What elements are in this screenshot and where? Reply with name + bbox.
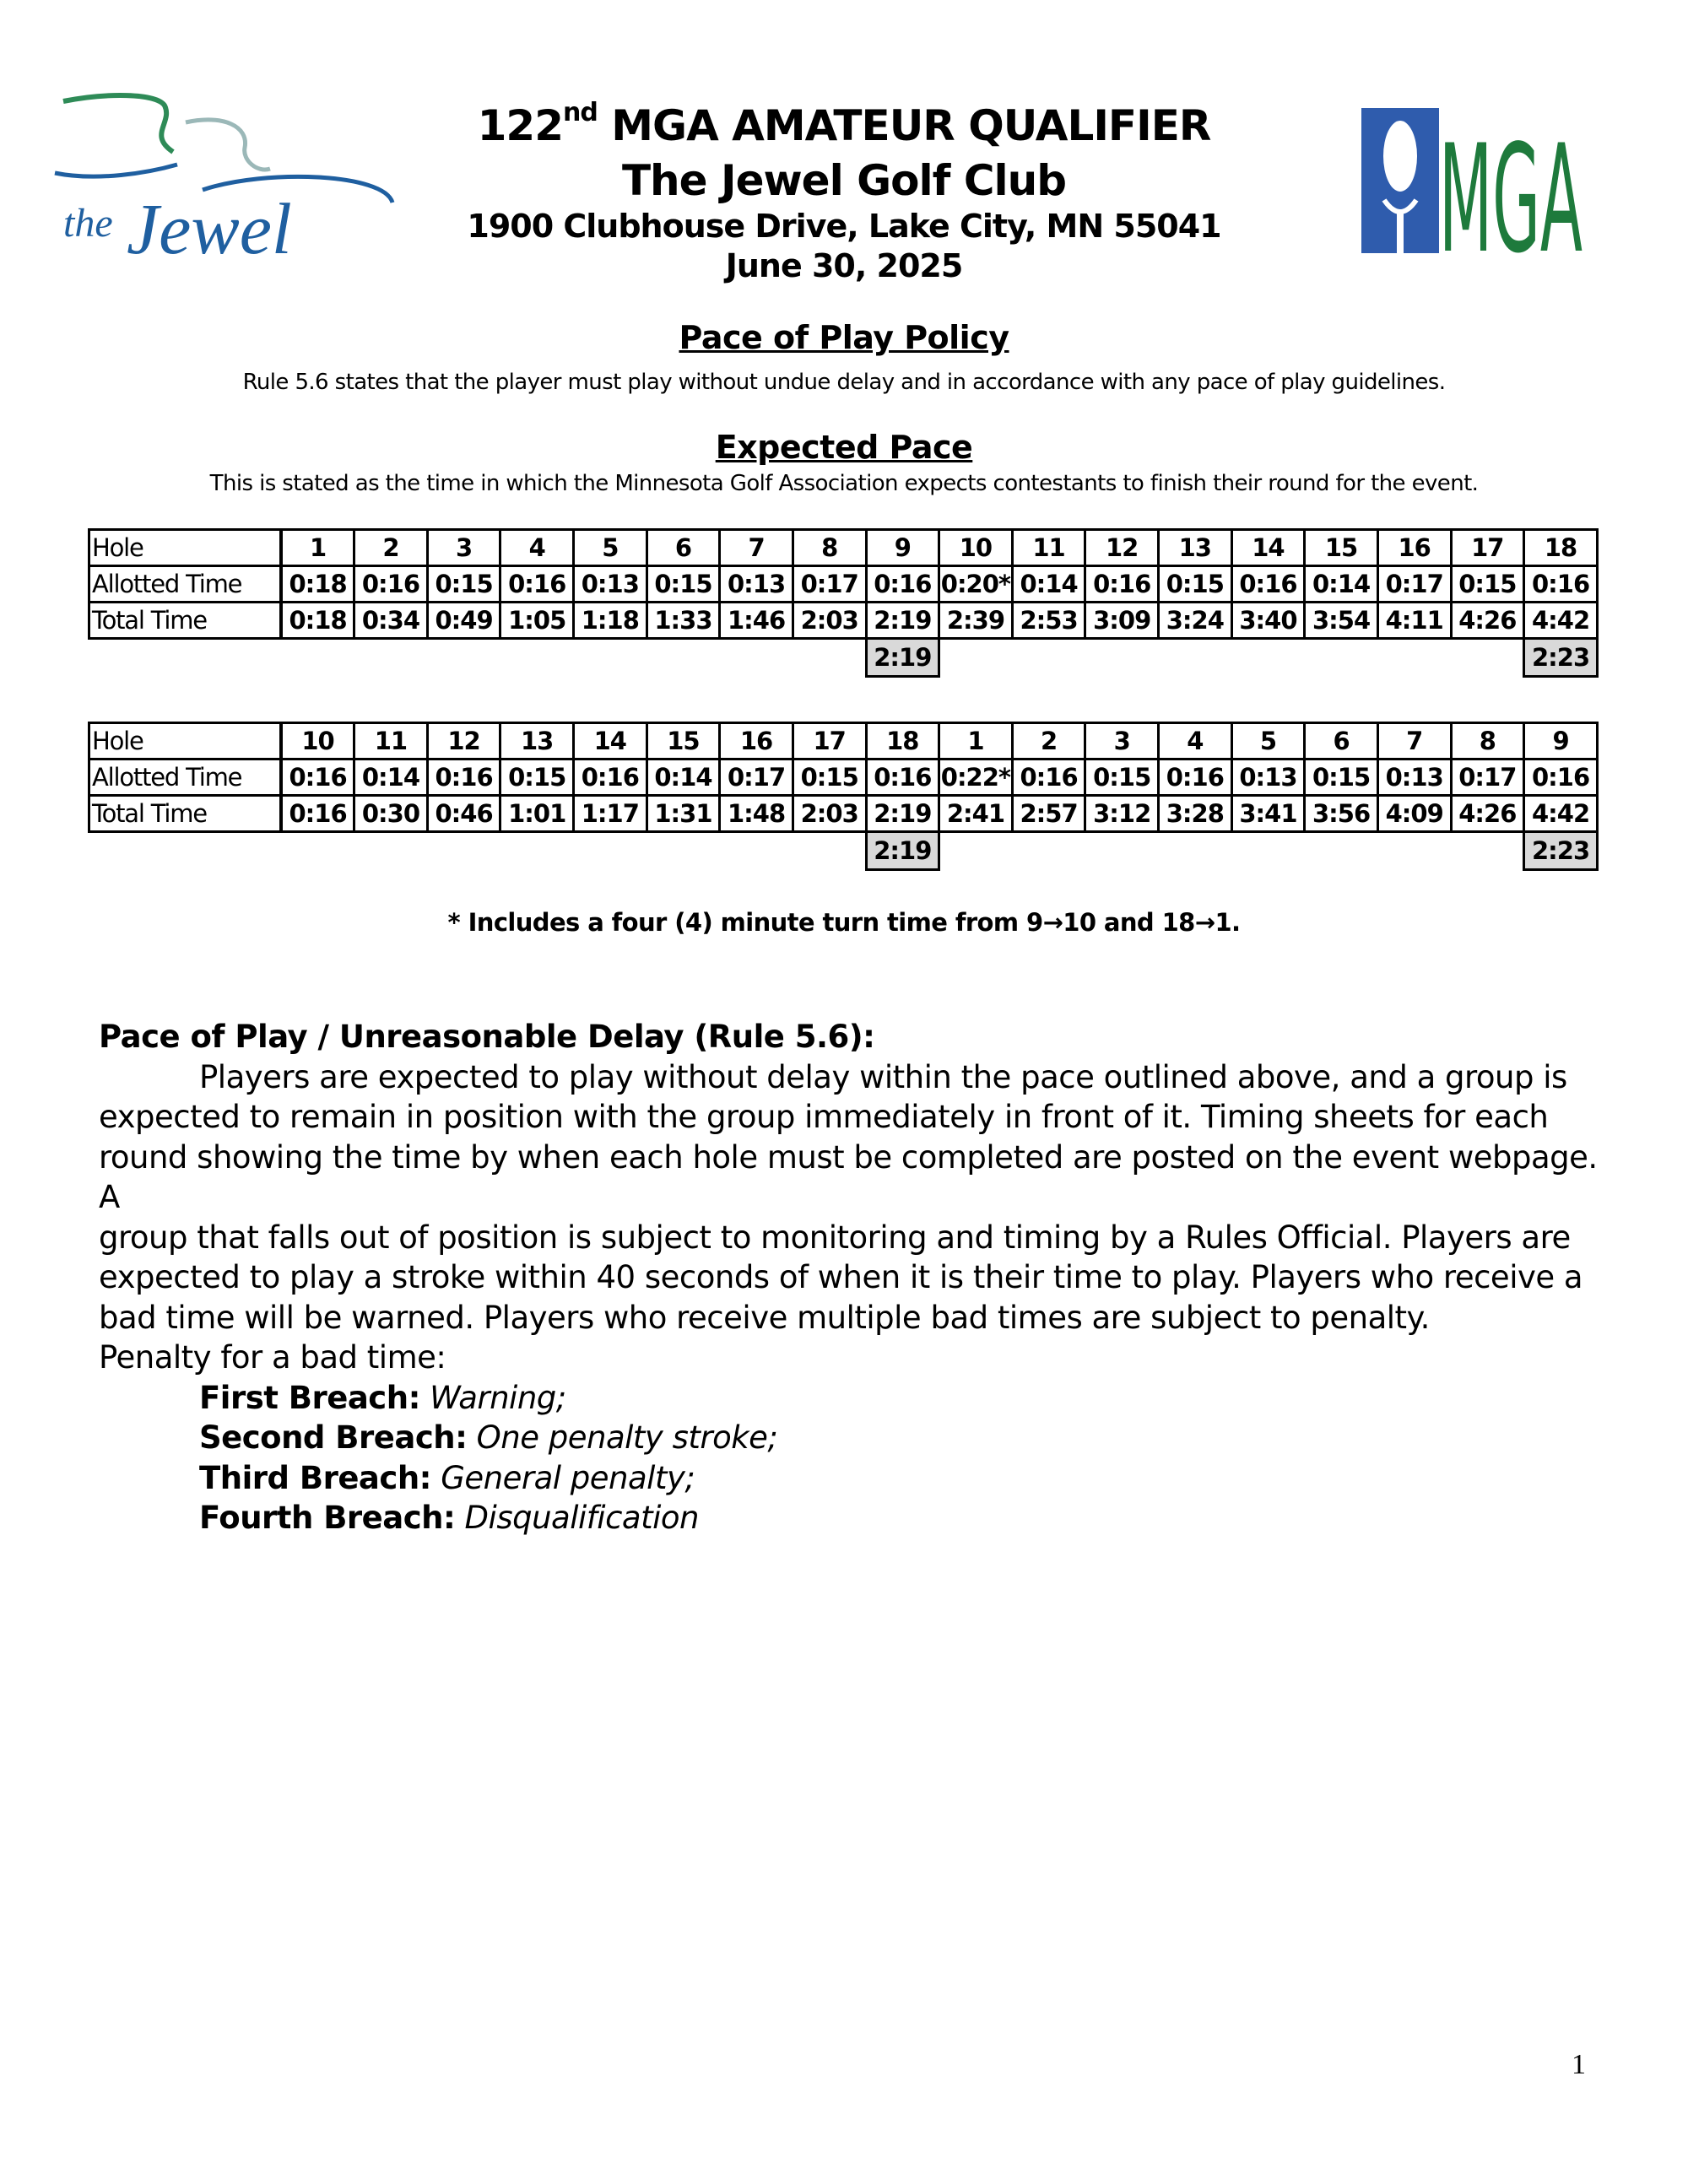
total-time-row: [89, 603, 1598, 639]
allotted-time-row: [89, 566, 1598, 603]
total-time-cell: 4:11: [1377, 603, 1451, 639]
allotted-time-cell: 0:16: [1231, 566, 1305, 603]
svg-text:the: the: [63, 201, 113, 246]
total-time-cell: 2:39: [939, 603, 1013, 639]
total-time-cell: 0:46: [427, 796, 500, 832]
empty-cell: [500, 832, 574, 870]
empty-cell: [500, 639, 574, 677]
allotted-time-cell: 0:15: [1305, 760, 1378, 796]
penalty-item: Third Breach: General penalty;: [199, 1459, 695, 1496]
total-time-cell: 1:01: [500, 796, 574, 832]
allotted-time-cell: 0:15: [1085, 760, 1159, 796]
empty-cell: [1012, 639, 1085, 677]
empty-cell: [427, 832, 500, 870]
allotted-time-cell: 0:13: [1377, 760, 1451, 796]
allotted-time-cell: 0:13: [574, 566, 647, 603]
delay-heading: Pace of Play / Unreasonable Delay (Rule 5.6):: [99, 1019, 875, 1055]
allotted-time-label: Allotted Time: [89, 566, 282, 603]
allotted-time-cell: 0:17: [1377, 566, 1451, 603]
total-time-cell: 2:03: [793, 796, 866, 832]
allotted-time-cell: 0:14: [647, 760, 720, 796]
hole-cell: 12: [1085, 530, 1159, 566]
empty-cell: [793, 639, 866, 677]
allotted-time-cell: 0:13: [1231, 760, 1305, 796]
hole-cell: 10: [939, 530, 1013, 566]
pace-table-front-start: [88, 528, 1599, 678]
svg-text:Jewel: Jewel: [127, 188, 292, 269]
empty-cell: [1085, 639, 1159, 677]
allotted-time-cell: 0:15: [793, 760, 866, 796]
page-number: 1: [1572, 2049, 1586, 2080]
allotted-time-cell: 0:17: [720, 760, 793, 796]
penalty-item: First Breach: Warning;: [199, 1379, 566, 1416]
allotted-time-row: [89, 760, 1598, 796]
total-time-cell: 1:17: [574, 796, 647, 832]
total-time-cell: 1:48: [720, 796, 793, 832]
hole-cell: 11: [354, 723, 428, 760]
empty-cell: [793, 832, 866, 870]
total-time-cell: 0:49: [427, 603, 500, 639]
hole-row: [89, 723, 1598, 760]
empty-cell: [939, 639, 1013, 677]
allotted-time-cell: 0:17: [1451, 760, 1524, 796]
total-time-cell: 2:57: [1012, 796, 1085, 832]
allotted-time-cell: 0:16: [1524, 760, 1598, 796]
total-time-cell: 4:42: [1524, 796, 1598, 832]
total-time-label: Total Time: [89, 796, 282, 832]
expected-pace-heading: Expected Pace: [715, 429, 973, 466]
empty-cell: [574, 832, 647, 870]
hole-cell: 14: [574, 723, 647, 760]
hole-cell: 2: [1012, 723, 1085, 760]
hole-cell: 1: [939, 723, 1013, 760]
total-time-cell: 0:16: [281, 796, 354, 832]
empty-cell: [89, 639, 282, 677]
allotted-time-cell: 0:16: [500, 566, 574, 603]
total-time-cell: 2:19: [866, 603, 939, 639]
penalty-item: Second Breach: One penalty stroke;: [199, 1419, 778, 1456]
hole-cell: 6: [647, 530, 720, 566]
allotted-time-cell: 0:20*: [939, 566, 1013, 603]
total-time-cell: 0:30: [354, 796, 428, 832]
delay-paragraph: [99, 1057, 1618, 1338]
hole-label: Hole: [89, 530, 282, 566]
empty-cell: [720, 639, 793, 677]
empty-cell: [1377, 639, 1451, 677]
total-time-cell: 2:41: [939, 796, 1013, 832]
penalty-item: Fourth Breach: Disqualification: [199, 1500, 699, 1536]
allotted-time-cell: 0:16: [866, 760, 939, 796]
total-time-cell: 1:31: [647, 796, 720, 832]
back-nine-subtotal: 2:23: [1524, 832, 1598, 870]
empty-cell: [1085, 832, 1159, 870]
hole-cell: 11: [1012, 530, 1085, 566]
allotted-time-cell: 0:15: [1159, 566, 1232, 603]
delay-section: [99, 1017, 1618, 1538]
allotted-time-cell: 0:14: [1012, 566, 1085, 603]
total-time-cell: 3:56: [1305, 796, 1378, 832]
delay-line: expected to remain in position with the group immediately in front of it. Timing sheets for each: [99, 1099, 1549, 1135]
total-time-cell: 1:05: [500, 603, 574, 639]
empty-cell: [1159, 832, 1232, 870]
delay-line: round showing the time by when each hole must be completed are posted on the event webpage. A: [99, 1138, 1598, 1215]
allotted-time-cell: 0:16: [1085, 566, 1159, 603]
empty-cell: [427, 639, 500, 677]
empty-cell: [354, 832, 428, 870]
allotted-time-cell: 0:15: [427, 566, 500, 603]
empty-cell: [1377, 832, 1451, 870]
hole-cell: 13: [500, 723, 574, 760]
allotted-time-cell: 0:15: [500, 760, 574, 796]
hole-cell: 15: [647, 723, 720, 760]
total-time-cell: 2:19: [866, 796, 939, 832]
total-time-cell: 4:42: [1524, 603, 1598, 639]
allotted-time-cell: 0:16: [1159, 760, 1232, 796]
hole-cell: 17: [1451, 530, 1524, 566]
club-name: The Jewel Golf Club: [621, 156, 1067, 205]
total-time-row: [89, 796, 1598, 832]
hole-row: [89, 530, 1598, 566]
hole-cell: 18: [1524, 530, 1598, 566]
total-time-cell: 0:34: [354, 603, 428, 639]
pace-table-back-start: [88, 722, 1599, 871]
nine-subtotal-row: [89, 832, 1598, 870]
hole-cell: 10: [281, 723, 354, 760]
empty-cell: [1305, 639, 1378, 677]
allotted-time-cell: 0:17: [793, 566, 866, 603]
hole-cell: 8: [793, 530, 866, 566]
empty-cell: [354, 639, 428, 677]
hole-cell: 15: [1305, 530, 1378, 566]
total-time-cell: 1:46: [720, 603, 793, 639]
turn-time-footnote: * Includes a four (4) minute turn time from 9→10 and 18→1.: [447, 908, 1241, 937]
expected-pace-text: This is stated as the time in which the Minnesota Golf Association expects contestants to finish their round for the event.: [209, 471, 1479, 496]
empty-cell: [1305, 832, 1378, 870]
hole-cell: 9: [1524, 723, 1598, 760]
total-time-cell: 1:33: [647, 603, 720, 639]
hole-cell: 5: [574, 530, 647, 566]
hole-cell: 17: [793, 723, 866, 760]
empty-cell: [647, 832, 720, 870]
empty-cell: [939, 832, 1013, 870]
delay-line: group that falls out of position is subject to monitoring and timing by a Rules Official. Players are: [99, 1219, 1571, 1256]
allotted-time-cell: 0:15: [1451, 566, 1524, 603]
empty-cell: [574, 639, 647, 677]
hole-cell: 16: [1377, 530, 1451, 566]
total-time-cell: 2:53: [1012, 603, 1085, 639]
empty-cell: [281, 832, 354, 870]
empty-cell: [1159, 639, 1232, 677]
allotted-time-cell: 0:16: [354, 566, 428, 603]
event-title: 122nd MGA AMATEUR QUALIFIER: [477, 98, 1211, 150]
hole-cell: 7: [1377, 723, 1451, 760]
total-time-cell: 2:03: [793, 603, 866, 639]
penalty-intro: Penalty for a bad time:: [99, 1339, 446, 1376]
hole-cell: 4: [500, 530, 574, 566]
hole-cell: 6: [1305, 723, 1378, 760]
front-nine-subtotal: 2:19: [866, 832, 939, 870]
allotted-time-cell: 0:16: [281, 760, 354, 796]
delay-line: bad time will be warned. Players who receive multiple bad times are subject to penalty.: [99, 1299, 1430, 1336]
total-time-cell: 3:24: [1159, 603, 1232, 639]
hole-label: Hole: [89, 723, 282, 760]
allotted-time-cell: 0:16: [1012, 760, 1085, 796]
delay-line: expected to play a stroke within 40 seconds of when it is their time to play. Players who receive a: [99, 1259, 1583, 1295]
empty-cell: [720, 832, 793, 870]
hole-cell: 4: [1159, 723, 1232, 760]
nine-subtotal-row: [89, 639, 1598, 677]
hole-cell: 9: [866, 530, 939, 566]
empty-cell: [1451, 639, 1524, 677]
total-time-label: Total Time: [89, 603, 282, 639]
hole-cell: 13: [1159, 530, 1232, 566]
total-time-cell: 3:28: [1159, 796, 1232, 832]
policy-text: Rule 5.6 states that the player must play without undue delay and in accordance with any pace of play guidelines.: [242, 370, 1446, 395]
empty-cell: [281, 639, 354, 677]
allotted-time-label: Allotted Time: [89, 760, 282, 796]
hole-cell: 12: [427, 723, 500, 760]
policy-heading: Pace of Play Policy: [679, 319, 1009, 356]
total-time-cell: 3:41: [1231, 796, 1305, 832]
hole-cell: 2: [354, 530, 428, 566]
total-time-cell: 0:18: [281, 603, 354, 639]
allotted-time-cell: 0:22*: [939, 760, 1013, 796]
svg-text:MGA: MGA: [1439, 113, 1582, 256]
total-time-cell: 1:18: [574, 603, 647, 639]
total-time-cell: 3:54: [1305, 603, 1378, 639]
delay-line: Players are expected to play without delay within the pace outlined above, and a group is: [199, 1058, 1567, 1095]
allotted-time-cell: 0:15: [647, 566, 720, 603]
allotted-time-cell: 0:14: [354, 760, 428, 796]
total-time-cell: 4:26: [1451, 603, 1524, 639]
total-time-cell: 3:09: [1085, 603, 1159, 639]
allotted-time-cell: 0:18: [281, 566, 354, 603]
allotted-time-cell: 0:16: [1524, 566, 1598, 603]
empty-cell: [1451, 832, 1524, 870]
allotted-time-cell: 0:13: [720, 566, 793, 603]
allotted-time-cell: 0:16: [427, 760, 500, 796]
hole-cell: 16: [720, 723, 793, 760]
total-time-cell: 3:12: [1085, 796, 1159, 832]
event-date: June 30, 2025: [725, 247, 963, 284]
total-time-cell: 3:40: [1231, 603, 1305, 639]
hole-cell: 3: [427, 530, 500, 566]
empty-cell: [89, 832, 282, 870]
total-time-cell: 4:26: [1451, 796, 1524, 832]
back-nine-subtotal: 2:23: [1524, 639, 1598, 677]
allotted-time-cell: 0:16: [866, 566, 939, 603]
empty-cell: [1012, 832, 1085, 870]
total-time-cell: 4:09: [1377, 796, 1451, 832]
empty-cell: [1231, 832, 1305, 870]
empty-cell: [647, 639, 720, 677]
hole-cell: 3: [1085, 723, 1159, 760]
empty-cell: [1231, 639, 1305, 677]
hole-cell: 7: [720, 530, 793, 566]
allotted-time-cell: 0:14: [1305, 566, 1378, 603]
front-nine-subtotal: 2:19: [866, 639, 939, 677]
hole-cell: 5: [1231, 723, 1305, 760]
allotted-time-cell: 0:16: [574, 760, 647, 796]
hole-cell: 14: [1231, 530, 1305, 566]
club-address: 1900 Clubhouse Drive, Lake City, MN 55041: [467, 208, 1221, 245]
hole-cell: 18: [866, 723, 939, 760]
hole-cell: 1: [281, 530, 354, 566]
hole-cell: 8: [1451, 723, 1524, 760]
